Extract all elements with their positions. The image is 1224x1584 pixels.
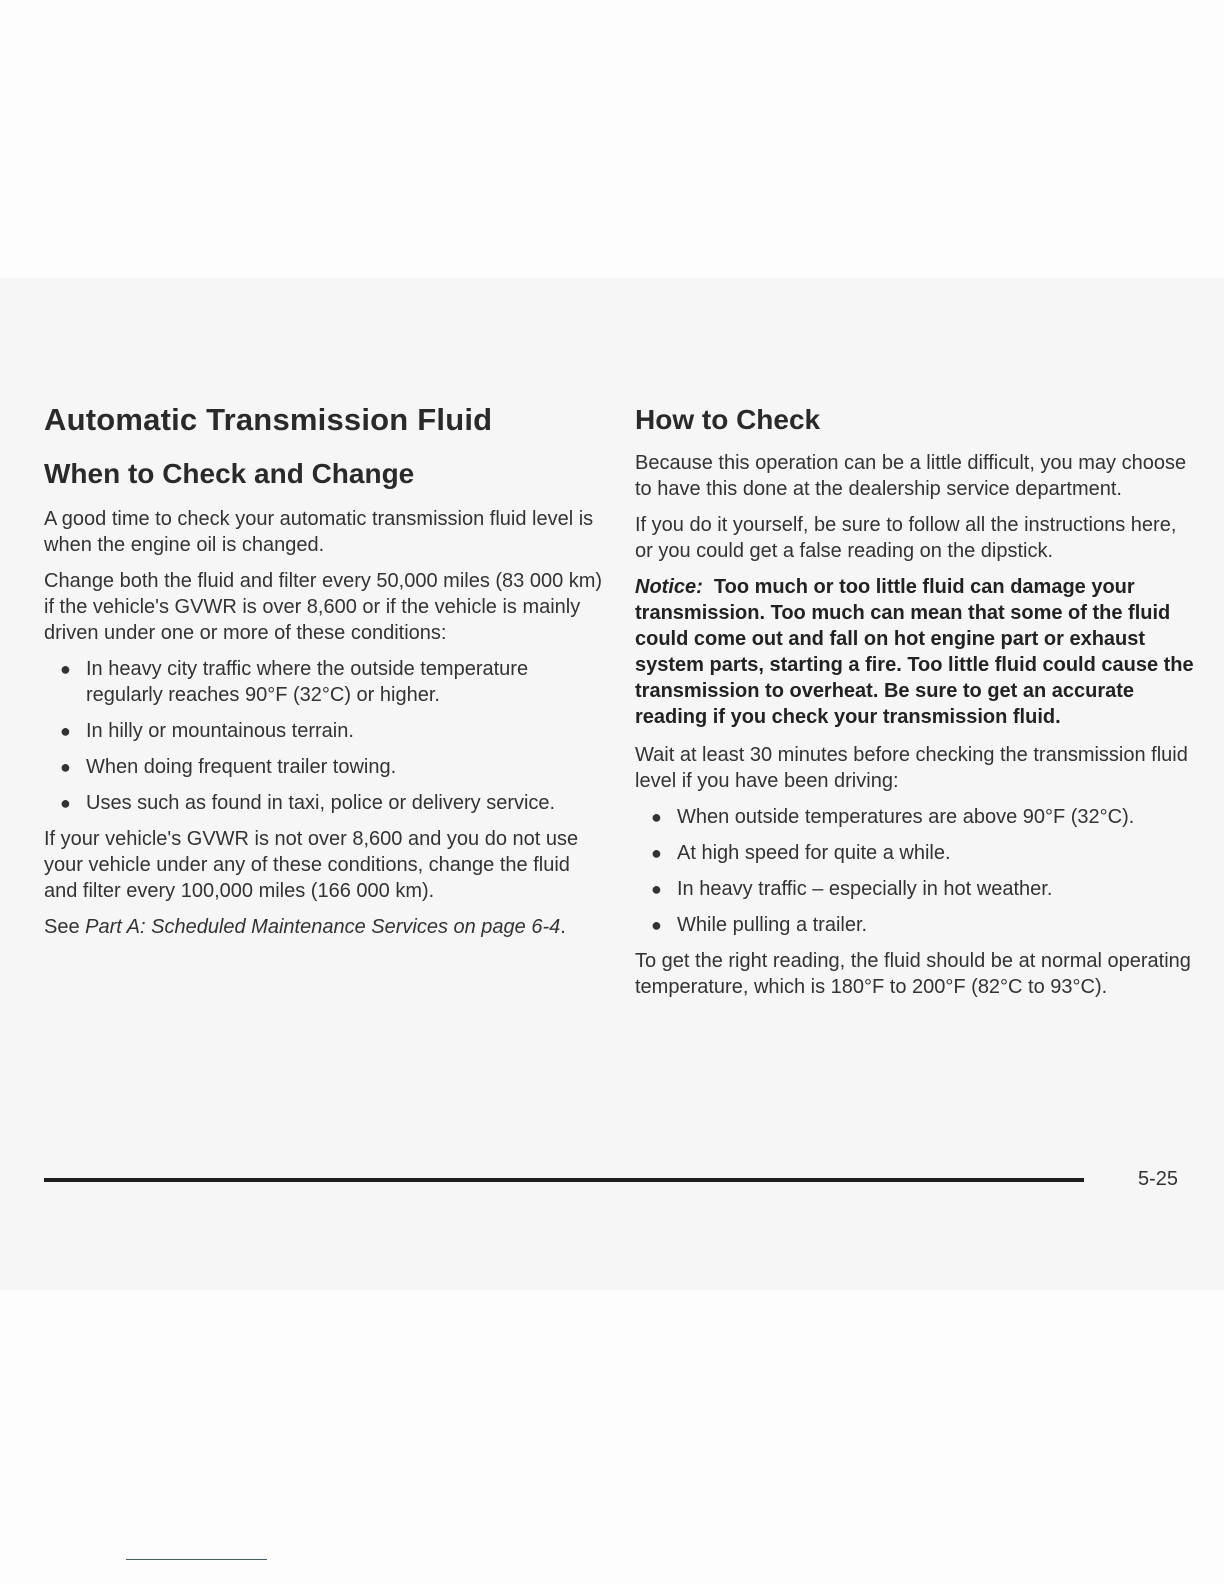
notice-label: Notice:: [635, 576, 703, 598]
check-timing-paragraph: A good time to check your automatic transmission fluid level is when the engine oil is changed.: [44, 508, 594, 556]
list-item: ● Uses such as found in taxi, police or delivery service.: [60, 792, 556, 814]
conditions-list: [44, 656, 604, 816]
bullet-icon: ●: [651, 879, 662, 899]
how-to-check-heading: How to Check: [635, 404, 821, 435]
footer-rule: [44, 1178, 1084, 1182]
list-item: ● When doing frequent trailer towing.: [60, 756, 397, 778]
bullet-icon: ●: [651, 915, 662, 935]
normal-interval-paragraph: If your vehicle's GVWR is not over 8,600 and you do not use your vehicle under any of these conditions, change the fluid and filter every 100,000 miles (166 000 km).: [44, 828, 579, 902]
right-column: [635, 398, 1195, 1010]
bullet-icon: ●: [60, 757, 71, 777]
list-item: ● At high speed for quite a while.: [651, 842, 951, 864]
page-number: 5-25: [1138, 1168, 1179, 1190]
difficulty-paragraph: Because this operation can be a little difficult, you may choose to have this done at the dealership service department.: [635, 452, 1187, 500]
section-title: Automatic Transmission Fluid: [44, 402, 493, 437]
wait-paragraph: Wait at least 30 minutes before checking the transmission fluid level if you have been driving:: [635, 744, 1188, 792]
list-item: ● In hilly or mountainous terrain.: [60, 720, 354, 742]
link-underline: [126, 1559, 267, 1560]
bullet-icon: ●: [651, 843, 662, 863]
list-item: ● In heavy traffic – especially in hot weather.: [651, 878, 1053, 900]
bullet-icon: ●: [60, 721, 71, 741]
left-column: [44, 398, 604, 950]
when-to-check-heading: When to Check and Change: [44, 458, 415, 489]
instructions-paragraph: If you do it yourself, be sure to follow all the instructions here, or you could get a false reading on the dipstick.: [635, 514, 1177, 562]
driving-conditions-list: [635, 804, 1195, 938]
temperature-paragraph: To get the right reading, the fluid should be at normal operating temperature, which is 180°F to 200°F (82°C to 93°C).: [635, 950, 1191, 998]
notice-text: Too much or too little fluid can damage your transmission. Too much can mean that some of the fluid could come out and fall on hot engine part or exhaust system parts, starting a fire. Too little fluid could cause the transmission to overheat. Be sure to get an accurate reading if you check your transmission fluid.: [635, 576, 1194, 728]
bullet-icon: ●: [60, 659, 71, 679]
change-interval-paragraph: Change both the fluid and filter every 50,000 miles (83 000 km) if the vehicle's GVWR is over 8,600 or if the vehicle is mainly driven under one or more of these conditions:: [44, 570, 603, 644]
bullet-icon: ●: [60, 793, 71, 813]
notice-block: [635, 574, 1195, 730]
see-reference-paragraph: See Part A: Scheduled Maintenance Services on page 6-4.: [44, 916, 566, 938]
maintenance-reference-link[interactable]: Part A: Scheduled Maintenance Services on page 6-4: [85, 916, 561, 938]
list-item: ● While pulling a trailer.: [651, 914, 868, 936]
list-item: ● In heavy city traffic where the outside temperature regularly reaches 90°F (32°C) or higher.: [60, 658, 529, 706]
list-item: ● When outside temperatures are above 90°F (32°C).: [651, 806, 1135, 828]
bullet-icon: ●: [651, 807, 662, 827]
